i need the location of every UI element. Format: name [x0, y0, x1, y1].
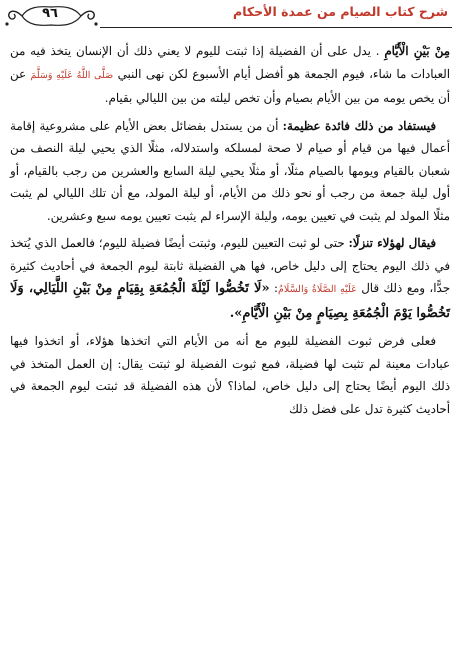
paragraph-2 [10, 115, 450, 228]
paragraph-1-lead: مِنْ بَيْنِ الْأَيَّامِ [384, 44, 450, 58]
book-title: شرح كتاب الصيام من عمدة الأحكام [233, 4, 448, 19]
paragraph-3 [10, 232, 450, 325]
paragraph-2-lead: فيستفاد من ذلك فائدة عظيمة: [282, 118, 437, 133]
paragraph-1-text-a: . يدل على أن الفضيلة إذا ثبتت لليوم لا يعني ذلك أن الإنسان يتخذ فيه من العبادات ما شاء، فيوم الجمعة هو أفضل أيام الأسبوع لكن نهى النبي [10, 44, 451, 81]
hadith-quote: «لَا تَخُصُّوا لَيْلَةَ الْجُمُعَةِ بِقِيَامٍ مِنْ بَيْنِ اللَّيَالِي، وَلَا تَخُصُّوا يَوْمَ الْجُمُعَةِ بِصِيَامٍ مِنْ بَيْنِ الْأَيَّامِ». [10, 281, 450, 321]
paragraph-2-text: أن من يستدل بفضائل بعض الأيام على مشروعية إقامة أعمال فيها من قيام أو صيام لا صحة لمسلكه واستدلاله، مثلًا الذي يحيي ليلة النصف من شعبان بالقيام ويومها بالصيام مثلًا، أو مثلًا يحيي ليلة السابع والعشرين من رجب بالقيام، أو أول ليلة جمعة من رجب أو نحو ذلك من الأيام، أو ليلة المولد، مع أن تلك الليالي لم يثبت مثلًا المولد لم يثبت في تعيين يومه، وليلة الإسراء لم يثبت تعيين يومه سبع وعشرين. [10, 118, 450, 223]
paragraph-3-lead: فيقال لهؤلاء تنزلًا: [348, 236, 437, 250]
paragraph-4-text: فعلى فرض ثبوت الفضيلة لليوم مع أنه من الأيام التي اتخذها هؤلاء، أو اتخذوا فيها عبادات معينة لم تثبت لها فضيلة، فمع ثبوت الفضيلة لو ثبتت يقال: إن العمل المتخذ في ذلك اليوم أيضًا يحتاج إلى دليل خاص، لماذا؟ لأن هذه الفضيلة قد ثبتت ليوم الجمعة في أحاديث كثيرة تدل على فضل ذلك [10, 334, 450, 416]
paragraph-1-text-b: عن أن يخص يومه من بين الأيام بصيام وأن تخص ليلته من بين الليالي بقيام. [10, 66, 450, 105]
page-number: ٩٦ [42, 6, 58, 21]
salutation-mark: صَلَّى اللَّهُ عَلَيْهِ وَسَلَّمَ [30, 69, 114, 81]
header-rule [100, 27, 452, 28]
paragraph-3-text-b: : [274, 281, 279, 295]
page-header [0, 0, 458, 38]
paragraph-1 [10, 40, 450, 110]
paragraph-3-text-a: حتى لو ثبت التعيين لليوم، وثبتت أيضًا فضيلة لليوم؛ فالعمل الذي يُتخذ في ذلك اليوم يحتاج إلى دليل خاص، فها هي الفضيلة ثابتة ليوم الجمعة في أحاديث كثيرة جدًّا، ومع ذلك قال [10, 236, 451, 295]
salutation-mark: عَلَيْهِ الصَّلَاةُ وَالسَّلَامُ [278, 284, 357, 295]
page-content [10, 40, 450, 425]
paragraph-4 [10, 330, 450, 420]
